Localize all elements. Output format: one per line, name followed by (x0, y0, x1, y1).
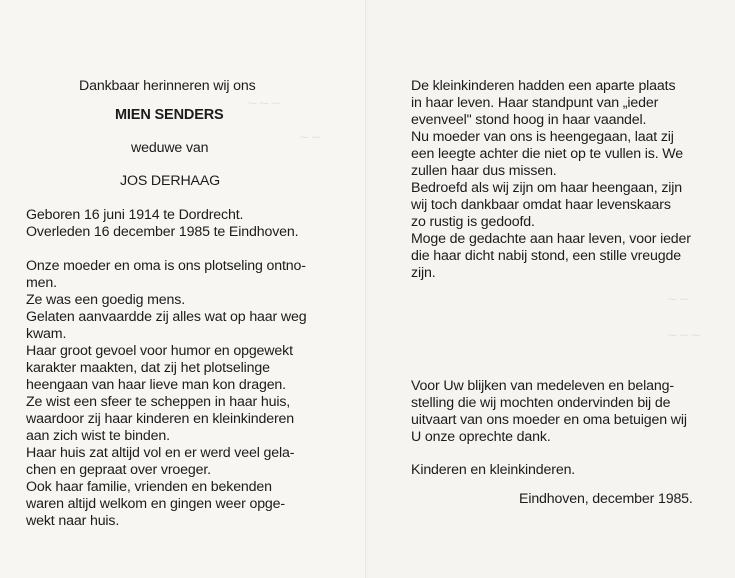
text-line: die haar dicht nabij stond, een stille vreugde (411, 248, 681, 264)
text-line: Haar huis zat altijd vol en er werd veel gela- (26, 445, 295, 461)
deceased-name: MIEN SENDERS (115, 107, 224, 123)
text-line: Moge de gedachte aan haar leven, voor ieder (411, 231, 691, 247)
text-line: Gelaten aanvaardde zij alles wat op haar weg (26, 309, 307, 325)
spouse-name: JOS DERHAAG (120, 173, 221, 189)
thanks-line: U onze oprechte dank. (411, 429, 551, 445)
text-line: evenveel" stond hoog in haar vaandel. (411, 112, 647, 128)
text-line: kwam. (26, 326, 67, 342)
intro-text: Dankbaar herinneren wij ons (79, 78, 256, 94)
text-line: wij toch dankbaar omdat haar levenskaars (411, 197, 671, 213)
text-line: waren altijd welkom en gingen weer opge- (26, 496, 285, 512)
show-through-mark: ⁓ ⁓ ⁓ (248, 98, 281, 108)
show-through-mark: ⁓ ⁓ (300, 132, 321, 142)
signature: Kinderen en kleinkinderen. (411, 462, 576, 478)
text-line: waardoor zij haar kinderen en kleinkinderen (26, 411, 295, 427)
left-page (0, 0, 366, 578)
text-line: Nu moeder van ons is heengegaan, laat zij (411, 129, 674, 145)
text-line: Ze was een goedig mens. (26, 292, 186, 308)
text-line: wekt naar huis. (26, 513, 120, 529)
text-line: Ook haar familie, vrienden en bekenden (26, 479, 272, 495)
text-line: zullen haar dus missen. (411, 163, 557, 179)
text-line: Haar groot gevoel voor humor en opgewekt (26, 343, 293, 359)
text-line: heengaan van haar lieve man kon dragen. (26, 377, 286, 393)
widow-of-text: weduwe van (131, 140, 209, 156)
text-line: aan zich wist te binden. (26, 428, 170, 444)
text-line: Ze wist een sfeer te scheppen in haar huis, (26, 394, 291, 410)
show-through-mark: ⁓ ⁓ ⁓ (668, 330, 701, 340)
text-line: zijn. (411, 265, 436, 281)
text-line: karakter maakten, dat zij het plotselinge (26, 360, 270, 376)
text-line: Onze moeder en oma is ons plotseling ontno- (26, 258, 306, 274)
text-line: De kleinkinderen hadden een aparte plaats (411, 78, 676, 94)
birth-line: Geboren 16 juni 1914 te Dordrecht. (26, 207, 244, 223)
death-line: Overleden 16 december 1985 te Eindhoven. (26, 224, 299, 240)
right-page (368, 0, 735, 578)
text-line: chen en gepraat over vroeger. (26, 462, 211, 478)
thanks-line: uitvaart van ons moeder en oma betuigen wij (411, 412, 687, 428)
text-line: een leegte achter die niet op te vullen is. We (411, 146, 684, 162)
text-line: zo rustig is gedoofd. (411, 214, 535, 230)
place-date: Eindhoven, december 1985. (519, 491, 693, 507)
text-line: in haar leven. Haar standpunt van „ieder (411, 95, 659, 111)
show-through-mark: ⁓ ⁓ (668, 294, 689, 304)
text-line: men. (26, 275, 57, 291)
thanks-line: stelling die wij mochten ondervinden bij de (411, 395, 671, 411)
text-line: Bedroefd als wij zijn om haar heengaan, zijn (411, 180, 683, 196)
thanks-line: Voor Uw blijken van medeleven en belang- (411, 378, 674, 394)
